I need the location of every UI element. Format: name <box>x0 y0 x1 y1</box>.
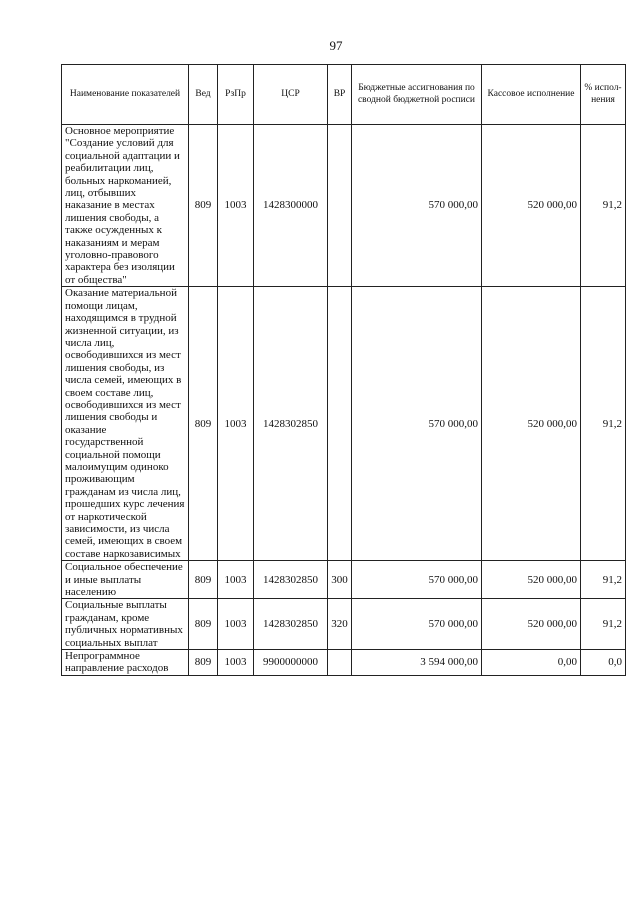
row-name: Оказание материальной помощи лицам, находящимся в трудной жизненной ситуации, из числа лиц, освободившихся из мест лишения свободы, из числа семей, имеющих в своем составе лиц, освободившихся из мест лишения свободы и оказание государственной социальной помощи малоимущим одиноко проживающим гражданам из числа лиц, прошедших курс лечения от наркотической зависимости, из числа семей, имеющих в своем составе наркозависимых <box>62 287 189 561</box>
row-name: Непрограммное направление расходов <box>62 650 189 676</box>
column-header-budget: Бюджетные ассигнования по сводной бюджетной росписи <box>352 65 482 125</box>
row-ved: 809 <box>189 125 218 287</box>
row-rzpr: 1003 <box>218 287 254 561</box>
row-name: Социальное обеспечение и иные выплаты населению <box>62 561 189 599</box>
budget-execution-table <box>61 64 626 676</box>
column-header-vr: ВР <box>328 65 352 125</box>
row-name: Социальные выплаты гражданам, кроме публичных нормативных социальных выплат <box>62 599 189 650</box>
table-row <box>62 599 626 650</box>
row-budget: 570 000,00 <box>352 287 482 561</box>
row-ved: 809 <box>189 650 218 676</box>
row-csr: 1428302850 <box>254 287 328 561</box>
column-header-percent: % испол-нения <box>581 65 626 125</box>
row-budget: 3 594 000,00 <box>352 650 482 676</box>
column-header-cash: Кассовое исполнение <box>482 65 581 125</box>
row-percent: 0,0 <box>581 650 626 676</box>
row-cash: 520 000,00 <box>482 599 581 650</box>
column-header-rzpr: РзПр <box>218 65 254 125</box>
row-cash: 520 000,00 <box>482 125 581 287</box>
row-vr <box>328 650 352 676</box>
row-percent: 91,2 <box>581 561 626 599</box>
row-rzpr: 1003 <box>218 125 254 287</box>
table-row <box>62 561 626 599</box>
row-vr: 320 <box>328 599 352 650</box>
column-header-csr: ЦСР <box>254 65 328 125</box>
row-ved: 809 <box>189 561 218 599</box>
row-ved: 809 <box>189 599 218 650</box>
row-cash: 520 000,00 <box>482 561 581 599</box>
row-csr: 1428302850 <box>254 599 328 650</box>
row-percent: 91,2 <box>581 125 626 287</box>
row-vr: 300 <box>328 561 352 599</box>
table-row <box>62 125 626 287</box>
row-csr: 9900000000 <box>254 650 328 676</box>
row-rzpr: 1003 <box>218 599 254 650</box>
row-rzpr: 1003 <box>218 650 254 676</box>
row-vr <box>328 287 352 561</box>
page-number: 97 <box>329 38 343 53</box>
column-header-ved: Вед <box>189 65 218 125</box>
row-cash: 520 000,00 <box>482 287 581 561</box>
row-percent: 91,2 <box>581 287 626 561</box>
row-csr: 1428300000 <box>254 125 328 287</box>
table-row <box>62 650 626 676</box>
column-header-name: Наименование показателей <box>62 65 189 125</box>
table-row <box>62 287 626 561</box>
row-csr: 1428302850 <box>254 561 328 599</box>
row-budget: 570 000,00 <box>352 125 482 287</box>
row-cash: 0,00 <box>482 650 581 676</box>
row-rzpr: 1003 <box>218 561 254 599</box>
row-budget: 570 000,00 <box>352 561 482 599</box>
row-ved: 809 <box>189 287 218 561</box>
row-vr <box>328 125 352 287</box>
row-name: Основное мероприятие "Создание условий для социальной адаптации и реабилитации лиц, больных наркоманией, лиц, отбывших наказание в местах лишения свободы, а также осужденных к наказаниям и мерам уголовно-правового характера без изоляции от общества" <box>62 125 189 287</box>
row-budget: 570 000,00 <box>352 599 482 650</box>
row-percent: 91,2 <box>581 599 626 650</box>
table-header-row <box>62 65 626 125</box>
